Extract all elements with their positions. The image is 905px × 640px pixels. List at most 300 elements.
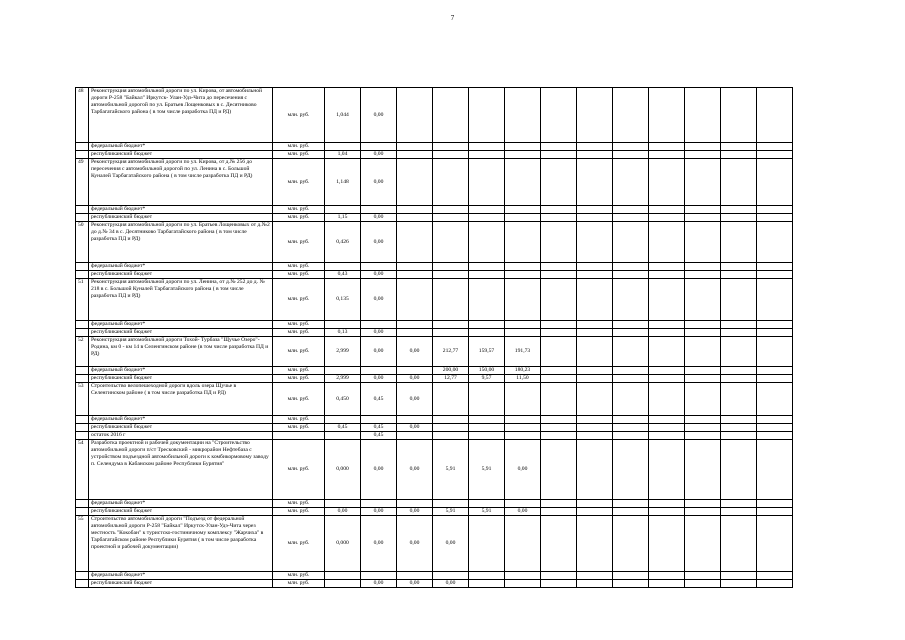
value-cell <box>505 279 541 321</box>
row-name: Реконструкция автомобильной дороги по ул. Ленина, от д.№ 252 до д. № 218 в с. Большой Куналей Тарбагатайского района ( в том числе разработка ПД и РД) <box>89 279 273 321</box>
value-cell: 0,00 <box>397 424 433 432</box>
value-cell <box>505 88 541 143</box>
value-cell <box>613 329 649 337</box>
value-cell <box>541 151 577 159</box>
value-cell <box>433 143 469 151</box>
value-cell <box>397 416 433 424</box>
value-cell <box>397 214 433 222</box>
value-cell <box>505 432 541 440</box>
value-cell <box>577 214 613 222</box>
value-cell <box>469 500 505 508</box>
row-name: Строительство велопешеходной дороги вдоль озера Щучье в Селенгинском районе ( в том числе разработка ПД и РД) <box>89 383 273 416</box>
value-cell <box>757 214 793 222</box>
value-cell <box>685 572 721 580</box>
value-cell <box>325 572 361 580</box>
row-name: федеральный бюджет* <box>89 263 273 271</box>
value-cell <box>649 580 685 588</box>
value-cell <box>397 271 433 279</box>
row-unit: млн. руб. <box>273 321 325 329</box>
value-cell <box>649 572 685 580</box>
table-body <box>76 88 793 588</box>
row-unit: млн. руб. <box>273 383 325 416</box>
value-cell <box>577 263 613 271</box>
value-cell <box>397 500 433 508</box>
table-row <box>76 424 793 432</box>
value-cell <box>721 383 757 416</box>
value-cell <box>397 432 433 440</box>
row-name: Реконструкция автомобильной дороги Тохой- Турбаза "Щучье Озеро"- Родина, км 0 - км 14 в Селенгинском районе (в том числе разработка ПД и РД) <box>89 337 273 367</box>
value-cell <box>469 222 505 263</box>
value-cell <box>721 321 757 329</box>
row-name: федеральный бюджет* <box>89 206 273 214</box>
value-cell: 0,450 <box>325 383 361 416</box>
table-row <box>76 206 793 214</box>
value-cell <box>685 214 721 222</box>
value-cell <box>505 271 541 279</box>
value-cell <box>505 500 541 508</box>
table-row <box>76 263 793 271</box>
value-cell <box>361 500 397 508</box>
value-cell: 1,15 <box>325 214 361 222</box>
row-number <box>76 321 89 329</box>
row-number <box>76 580 89 588</box>
row-unit: млн. руб. <box>273 151 325 159</box>
value-cell <box>505 263 541 271</box>
value-cell: 0,00 <box>361 508 397 516</box>
value-cell <box>685 416 721 424</box>
value-cell: 0,00 <box>325 508 361 516</box>
row-unit: млн. руб. <box>273 500 325 508</box>
value-cell: 0,45 <box>361 424 397 432</box>
value-cell: 0,00 <box>397 440 433 500</box>
row-unit: млн. руб. <box>273 367 325 375</box>
value-cell <box>613 375 649 383</box>
value-cell: 2,999 <box>325 375 361 383</box>
value-cell <box>613 143 649 151</box>
value-cell <box>361 416 397 424</box>
value-cell: 0,00 <box>361 271 397 279</box>
value-cell <box>721 580 757 588</box>
value-cell <box>757 143 793 151</box>
row-number <box>76 424 89 432</box>
value-cell <box>469 572 505 580</box>
value-cell <box>433 159 469 206</box>
value-cell <box>397 88 433 143</box>
value-cell <box>505 159 541 206</box>
value-cell <box>685 508 721 516</box>
value-cell <box>613 337 649 367</box>
value-cell <box>433 383 469 416</box>
value-cell <box>721 329 757 337</box>
value-cell <box>613 222 649 263</box>
value-cell: 0,00 <box>505 440 541 500</box>
value-cell <box>397 206 433 214</box>
value-cell: 0,00 <box>361 580 397 588</box>
row-name: федеральный бюджет* <box>89 500 273 508</box>
value-cell <box>757 151 793 159</box>
budget-table <box>75 87 793 588</box>
value-cell <box>721 440 757 500</box>
row-name: республиканский бюджет <box>89 375 273 383</box>
value-cell <box>541 222 577 263</box>
table-row <box>76 516 793 572</box>
value-cell <box>685 88 721 143</box>
value-cell <box>685 375 721 383</box>
value-cell <box>577 440 613 500</box>
row-unit: млн. руб. <box>273 516 325 572</box>
value-cell <box>541 88 577 143</box>
row-name: республиканский бюджет <box>89 329 273 337</box>
value-cell <box>505 214 541 222</box>
value-cell: 5,91 <box>433 440 469 500</box>
value-cell <box>757 222 793 263</box>
row-number <box>76 500 89 508</box>
value-cell <box>577 424 613 432</box>
value-cell <box>757 206 793 214</box>
value-cell <box>397 367 433 375</box>
value-cell <box>577 508 613 516</box>
value-cell <box>721 222 757 263</box>
value-cell <box>721 151 757 159</box>
table-row <box>76 432 793 440</box>
value-cell <box>757 383 793 416</box>
value-cell: 200,00 <box>433 367 469 375</box>
value-cell: 0,00 <box>397 337 433 367</box>
value-cell <box>613 159 649 206</box>
value-cell: 1,148 <box>325 159 361 206</box>
value-cell: 5,91 <box>469 440 505 500</box>
value-cell <box>757 279 793 321</box>
value-cell <box>505 383 541 416</box>
value-cell <box>541 383 577 416</box>
row-number <box>76 329 89 337</box>
value-cell <box>577 432 613 440</box>
value-cell <box>685 263 721 271</box>
row-unit: млн. руб. <box>273 206 325 214</box>
row-name: республиканский бюджет <box>89 214 273 222</box>
row-number <box>76 263 89 271</box>
value-cell <box>721 337 757 367</box>
value-cell <box>469 159 505 206</box>
value-cell <box>577 500 613 508</box>
value-cell <box>685 222 721 263</box>
value-cell <box>541 143 577 151</box>
value-cell: 0,00 <box>361 329 397 337</box>
value-cell <box>685 279 721 321</box>
value-cell: 0,00 <box>397 375 433 383</box>
value-cell <box>577 279 613 321</box>
value-cell <box>577 222 613 263</box>
row-number <box>76 572 89 580</box>
value-cell <box>325 143 361 151</box>
value-cell <box>721 367 757 375</box>
row-unit: млн. руб. <box>273 424 325 432</box>
value-cell <box>649 500 685 508</box>
row-unit: млн. руб. <box>273 222 325 263</box>
value-cell <box>577 206 613 214</box>
row-unit: млн. руб. <box>273 88 325 143</box>
value-cell <box>757 263 793 271</box>
value-cell <box>685 321 721 329</box>
value-cell <box>505 416 541 424</box>
value-cell: 1,044 <box>325 88 361 143</box>
row-name: Строительство автомобильной дороги "Подъезд от федеральной автомобильной дороги Р-258 "Байкал" Иркутск-Улан-Удэ-Чита через местность "Кокобан" к туристско-гостиничному комплексу "Жарчиха" в Тарбагатайском районе Республики Бурятия ( в том числе разработка проектной и рабочей документации) <box>89 516 273 572</box>
value-cell <box>577 337 613 367</box>
row-name: Реконструкция автомобильной дороги по ул. Кирова, от автомобильной дороги Р-258 "Байкал" Иркутск- Улан-Удэ-Чита до пересечения с автомобильной дорогой по ул. Братьев Лощенковых в с. Десятниково Тарбагатайского района ( в том числе разработка ПД и РД) <box>89 88 273 143</box>
value-cell <box>541 159 577 206</box>
value-cell <box>577 375 613 383</box>
value-cell <box>469 432 505 440</box>
value-cell <box>505 424 541 432</box>
row-number: 53 <box>76 383 89 416</box>
value-cell <box>577 143 613 151</box>
value-cell <box>649 271 685 279</box>
value-cell <box>577 151 613 159</box>
value-cell <box>757 424 793 432</box>
value-cell <box>757 375 793 383</box>
value-cell <box>685 383 721 416</box>
value-cell: 0,00 <box>361 88 397 143</box>
value-cell <box>433 424 469 432</box>
value-cell <box>757 88 793 143</box>
table-row <box>76 367 793 375</box>
row-number: 48 <box>76 88 89 143</box>
value-cell <box>649 329 685 337</box>
value-cell <box>685 500 721 508</box>
value-cell <box>757 416 793 424</box>
value-cell: 0,45 <box>361 383 397 416</box>
value-cell <box>541 432 577 440</box>
value-cell <box>757 159 793 206</box>
value-cell <box>433 329 469 337</box>
row-number <box>76 143 89 151</box>
value-cell <box>577 271 613 279</box>
value-cell <box>649 143 685 151</box>
value-cell <box>685 367 721 375</box>
value-cell <box>361 143 397 151</box>
value-cell <box>541 263 577 271</box>
value-cell <box>649 383 685 416</box>
row-name: Разработка проектной и рабочей документации на "Строительство автомобильной дороги п/ст Тресковский - микрорайон Нефтебаза с устройством подъездной автомобильной дороги к комбикормовому заводу п. Селендума в Кабанском районе Республики Бурятия" <box>89 440 273 500</box>
value-cell <box>541 580 577 588</box>
value-cell: 0,00 <box>361 279 397 321</box>
value-cell <box>469 206 505 214</box>
value-cell: 0,00 <box>361 516 397 572</box>
value-cell <box>721 416 757 424</box>
value-cell <box>433 88 469 143</box>
value-cell <box>613 321 649 329</box>
value-cell <box>757 337 793 367</box>
value-cell <box>469 151 505 159</box>
value-cell <box>397 279 433 321</box>
value-cell <box>649 263 685 271</box>
value-cell <box>613 263 649 271</box>
value-cell <box>505 143 541 151</box>
value-cell <box>613 151 649 159</box>
value-cell: 5,91 <box>469 508 505 516</box>
value-cell <box>649 508 685 516</box>
value-cell <box>613 572 649 580</box>
value-cell <box>577 329 613 337</box>
row-number <box>76 367 89 375</box>
value-cell: 159,57 <box>469 337 505 367</box>
value-cell <box>505 151 541 159</box>
row-unit: млн. руб. <box>273 329 325 337</box>
value-cell: 9,57 <box>469 375 505 383</box>
value-cell: 0,00 <box>361 151 397 159</box>
value-cell <box>685 151 721 159</box>
row-unit: млн. руб. <box>273 143 325 151</box>
value-cell <box>721 214 757 222</box>
value-cell <box>397 143 433 151</box>
value-cell <box>721 159 757 206</box>
value-cell <box>613 516 649 572</box>
value-cell <box>649 367 685 375</box>
value-cell <box>613 416 649 424</box>
table-row <box>76 416 793 424</box>
value-cell <box>649 222 685 263</box>
value-cell <box>757 572 793 580</box>
value-cell <box>577 88 613 143</box>
row-unit: млн. руб. <box>273 263 325 271</box>
value-cell <box>721 271 757 279</box>
value-cell: 0,43 <box>325 271 361 279</box>
value-cell <box>325 321 361 329</box>
value-cell <box>649 321 685 329</box>
row-number: 51 <box>76 279 89 321</box>
value-cell <box>469 329 505 337</box>
value-cell: 2,999 <box>325 337 361 367</box>
value-cell <box>541 508 577 516</box>
value-cell <box>541 321 577 329</box>
table-row <box>76 151 793 159</box>
value-cell <box>685 516 721 572</box>
row-number: 50 <box>76 222 89 263</box>
row-unit: млн. руб. <box>273 508 325 516</box>
value-cell: 1,04 <box>325 151 361 159</box>
value-cell <box>757 367 793 375</box>
value-cell <box>577 159 613 206</box>
value-cell <box>541 279 577 321</box>
value-cell <box>613 279 649 321</box>
value-cell: 0,00 <box>397 383 433 416</box>
table-row <box>76 159 793 206</box>
value-cell <box>325 580 361 588</box>
value-cell <box>613 432 649 440</box>
row-unit: млн. руб. <box>273 440 325 500</box>
row-unit: млн. руб. <box>273 279 325 321</box>
row-name: республиканский бюджет <box>89 508 273 516</box>
value-cell <box>469 516 505 572</box>
row-number: 55 <box>76 516 89 572</box>
value-cell <box>613 271 649 279</box>
value-cell <box>469 88 505 143</box>
value-cell: 0,00 <box>397 508 433 516</box>
value-cell <box>721 572 757 580</box>
value-cell <box>649 432 685 440</box>
value-cell <box>541 424 577 432</box>
value-cell <box>721 375 757 383</box>
value-cell <box>433 214 469 222</box>
value-cell <box>433 572 469 580</box>
value-cell <box>577 572 613 580</box>
value-cell: 0,45 <box>325 424 361 432</box>
value-cell: 0,00 <box>505 508 541 516</box>
table-row <box>76 143 793 151</box>
value-cell <box>613 580 649 588</box>
row-name: федеральный бюджет* <box>89 367 273 375</box>
value-cell <box>613 424 649 432</box>
value-cell <box>649 206 685 214</box>
row-number <box>76 206 89 214</box>
row-name: республиканский бюджет <box>89 271 273 279</box>
value-cell <box>577 416 613 424</box>
value-cell <box>397 329 433 337</box>
table-row <box>76 329 793 337</box>
value-cell <box>577 383 613 416</box>
value-cell <box>541 416 577 424</box>
value-cell <box>433 500 469 508</box>
value-cell: 0,00 <box>361 337 397 367</box>
value-cell <box>469 416 505 424</box>
value-cell <box>433 271 469 279</box>
row-unit: млн. руб. <box>273 416 325 424</box>
value-cell <box>541 214 577 222</box>
value-cell <box>577 321 613 329</box>
row-number <box>76 271 89 279</box>
value-cell: 5,91 <box>433 508 469 516</box>
table-row <box>76 383 793 416</box>
value-cell <box>325 500 361 508</box>
value-cell <box>613 383 649 416</box>
value-cell <box>757 500 793 508</box>
value-cell <box>469 321 505 329</box>
table-row <box>76 500 793 508</box>
value-cell <box>613 88 649 143</box>
value-cell <box>649 516 685 572</box>
value-cell <box>649 424 685 432</box>
value-cell <box>433 432 469 440</box>
value-cell <box>721 143 757 151</box>
value-cell <box>685 329 721 337</box>
value-cell <box>541 271 577 279</box>
value-cell <box>649 214 685 222</box>
value-cell <box>685 206 721 214</box>
value-cell <box>649 88 685 143</box>
value-cell <box>541 367 577 375</box>
row-number <box>76 375 89 383</box>
row-unit: млн. руб. <box>273 572 325 580</box>
row-number <box>76 151 89 159</box>
value-cell <box>325 432 361 440</box>
table-row <box>76 508 793 516</box>
value-cell <box>325 263 361 271</box>
value-cell: 212,77 <box>433 337 469 367</box>
row-name: федеральный бюджет* <box>89 572 273 580</box>
table-row <box>76 440 793 500</box>
value-cell <box>469 279 505 321</box>
value-cell <box>397 151 433 159</box>
row-name: федеральный бюджет* <box>89 416 273 424</box>
value-cell: 150,00 <box>469 367 505 375</box>
value-cell: 0,45 <box>361 432 397 440</box>
value-cell <box>649 159 685 206</box>
table-row <box>76 222 793 263</box>
value-cell: 0,00 <box>397 580 433 588</box>
value-cell <box>757 432 793 440</box>
value-cell <box>757 321 793 329</box>
value-cell <box>721 88 757 143</box>
